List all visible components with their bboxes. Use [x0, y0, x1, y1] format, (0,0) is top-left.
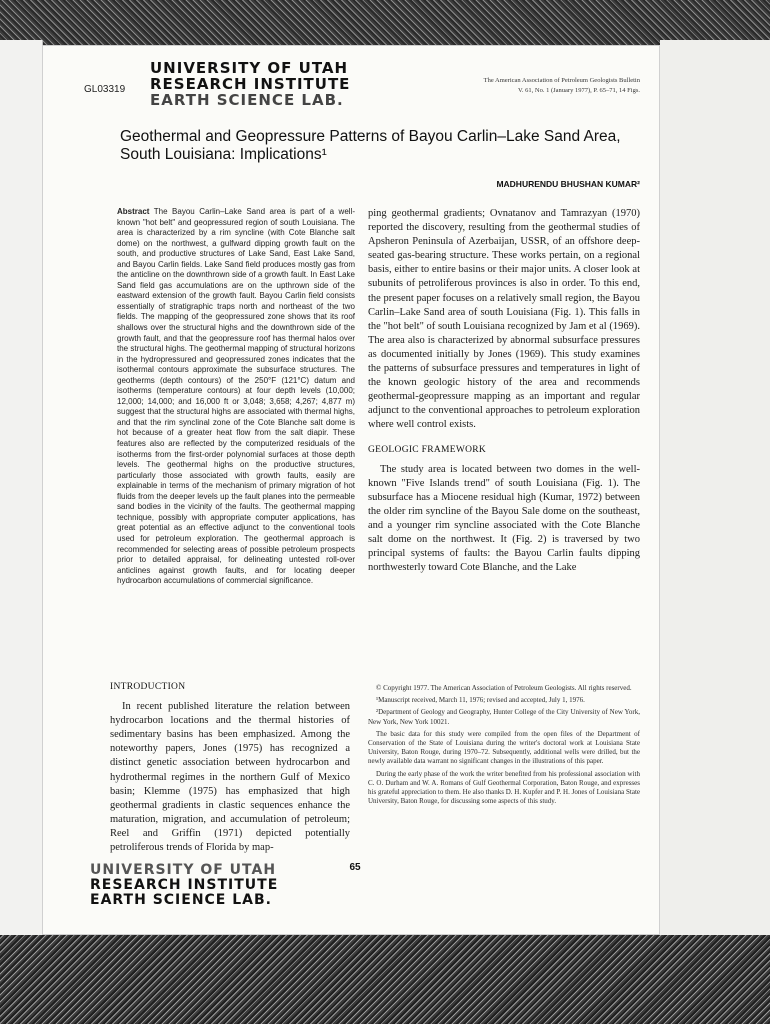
geologic-framework-text: The study area is located between two domes in the well-known "Five Islands trend" of south Louisiana (Fig. 1). The subsurface has a Miocene residual high (Kumar, 1972) between the older rim syncline of the Bayou Sale dome on the southeast, and a younger rim syncline associated with the Cote Blanche salt dome on the northwest. It (Fig. 2) is traversed by two principal systems of faults: the Bayou Carlin faults dipping northwesterly toward Cote Blanche, and the Lake: [368, 463, 640, 574]
journal-citation: [380, 76, 640, 96]
right-column: [368, 207, 640, 575]
stamp-line-2: RESEARCH INSTITUTE: [150, 75, 351, 93]
library-stamp-footer: [90, 863, 278, 908]
footnote-2: ²Department of Geology and Geography, Hunter College of the City University of New York, New York, New York 10021.: [368, 708, 640, 726]
footnote-3: The basic data for this study were compiled from the open files of the Department of Conservation of the State of Louisiana during the writer's doctoral work at Louisiana State University, Baton Rouge, during 1970–72. Subsequently, additional wells were drilled, but the newly available data warrant no significant changes in the illustrations of this paper.: [368, 729, 640, 766]
library-stamp-header: [150, 60, 350, 108]
left-margin-strip: [0, 40, 43, 940]
article-title: Geothermal and Geopressure Patterns of Bayou Carlin–Lake Sand Area, South Louisiana: Implications¹: [120, 128, 621, 163]
footnote-1: ¹Manuscript received, March 11, 1976; revised and accepted, July 1, 1976.: [376, 696, 585, 705]
introduction-heading: INTRODUCTION: [110, 682, 186, 692]
abstract-label: Abstract: [117, 207, 150, 216]
stamp-line-3: EARTH SCIENCE LAB.: [150, 91, 344, 109]
footer-stamp-line-3: EARTH SCIENCE LAB.: [90, 892, 272, 908]
footer-stamp-line-1: UNIVERSITY OF UTAH: [90, 862, 277, 878]
document-id: GL03319: [84, 84, 126, 95]
copyright-note: © Copyright 1977. The American Association of Petroleum Geologists. All rights reserved.: [376, 684, 632, 692]
abstract-block: [117, 207, 355, 587]
stamp-line-1: UNIVERSITY OF UTAH: [150, 59, 349, 77]
scan-border-bottom: [0, 935, 770, 1024]
footnotes: [368, 684, 640, 809]
footer-stamp-line-2: RESEARCH INSTITUTE: [90, 877, 279, 893]
page-number: 65: [349, 862, 361, 873]
abstract-text: The Bayou Carlin–Lake Sand area is part of a well-known "hot belt" and geopressured region of south Louisiana. The area is characterized by a rim syncline (with Cote Blanche salt dome) on the northwest, a gulfward dipping growth fault on the south, and productive structures of Lake Sand, East Lake Sand, and Bayou Carlin fields. Lake Sand field produces mostly gas from the anticline on the downthrown side of a growth fault. In East Lake Sand field gas accumulations are on the upthrown side of the eastward extension of the growth fault. Bayou Carlin field consists essentially of stratigraphic traps north and northeast of the two fields. The mapping of the geopressured zone shows that its roof shallows over the structural highs and the downthrown side of the growth fault, and that the geopressure roof has thermal halos over the structural highs. The geothermal mapping of structural horizons in the hydropressured and geopressured zones indicates that the isothermal contours approximate the subsurface structures. The geotherms (depth contours) of the 250°F (121°C) datum and isotherms (temperature contours) at four depth levels (10,000; 12,000; 14,000; and 16,000 ft or 3,048; 3,658; 4,267; 4,877 m) suggest that the structural highs are associated with thermal highs, and that the rim synclinal zone of the Cote Blanche salt dome is hot because of a greater heat flow from the salt diapir. These features also are reflected by the computerized residuals of the isotherms from the first-order polynomial surfaces at those depth levels. The geothermal highs on the productive structures, particularly those associated with growth faults, easily are explainable in terms of the mechanism of primary migration of hot fluids from the deeper levels up the fault planes into the permeable sand bodies in the vicinity of the faults. The geothermal mapping technique, possibly with appropriate computer applications, has great potential as an effective adjunct to the conventional tools used for petroleum exploration. The geothermal approach is recommended for selecting areas of possible petroleum prospects prior to detailed appraisal, for delineating untested roll-over anticlines against growth faults, and for locating deeper hydrocarbon accumulations of commercial significance.: [117, 207, 355, 586]
article-author: MADHURENDU BHUSHAN KUMAR²: [496, 179, 640, 189]
right-margin-strip: [660, 40, 770, 940]
introduction-section: [110, 680, 350, 855]
right-column-paragraph: ping geothermal gradients; Ovnatanov and Tamrazyan (1970) reported the discovery, resulting from the geothermal studies of Apsheron Peninsula of Azerbaijan, USSR, of an offshore deep-seated gas-bearing structure. These works pertain, on a regional basis, either to entire basins or their major units. A closer look at subunits of petroliferous provinces is also in order. To this end, the present paper focuses on a relatively small region, the Bayou Carlin–Lake Sand area of south Louisiana (Fig. 1). This falls in the "hot belt" of south Louisiana recognized by Jam et al (1969). The area also is characterized by abnormal subsurface pressures as documented initially by Jones (1969). This study examines the patterns of subsurface pressures and temperatures in light of the known geologic history of the area and recommends geothermal-geopressure mapping as an important and regular adjunct to the conventional approaches to petroleum exploration where well control exists.: [368, 208, 640, 431]
footnote-4: During the early phase of the work the writer benefited from his professional association with C. O. Durham and W. A. Romans of Gulf Geothermal Corporation, Baton Rouge, and expresses his grateful appreciation to them. He also thanks D. H. Kupfer and P. H. Jones of Louisiana State University, Baton Rouge, for discussing some aspects of this study.: [368, 769, 640, 806]
journal-line-2: V. 61, No. 1 (January 1977), P. 65–71, 14 Figs.: [518, 87, 640, 94]
journal-line-1: The American Association of Petroleum Geologists Bulletin: [483, 77, 640, 84]
geologic-framework-heading: GEOLOGIC FRAMEWORK: [368, 444, 487, 455]
introduction-text: In recent published literature the relation between hydrocarbon locations and the thermal histories of sedimentary basins has been emphasized. Among the noteworthy papers, Jones (1975) has recognized a distinct genetic association between hydrocarbon and hydrothermal regimes in the northern Gulf of Mexico basin; Klemme (1975) has emphasized that high geothermal gradients in clastic sequences enhance the maturation, migration, and accumulation of petroleum; Reel and Griffin (1971) depicted potentially petroliferous trends of Florida by map-: [110, 701, 350, 854]
